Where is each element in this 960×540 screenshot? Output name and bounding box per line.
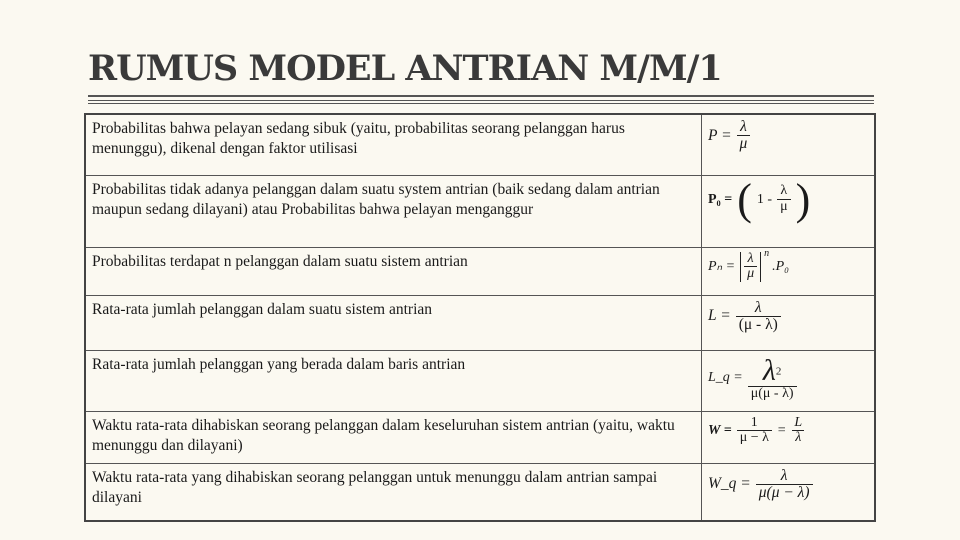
table-row	[85, 175, 875, 247]
formula-fraction	[748, 355, 797, 402]
left-paren: (	[737, 174, 752, 224]
formula-denominator: μ(μ − λ)	[756, 484, 813, 501]
formula-denominator: (μ - λ)	[736, 316, 781, 333]
formula-equals: =	[776, 422, 787, 438]
row-description: Rata-rata jumlah pelanggan yang berada dalam baris antrian	[85, 350, 702, 411]
formula-lhs: Pₙ =	[708, 258, 736, 274]
table-row	[85, 247, 875, 295]
formula-lhs: L =	[708, 307, 731, 325]
formula-bracket	[740, 247, 770, 282]
formula-utilization	[702, 114, 876, 175]
formula-term: 1 -	[756, 191, 773, 207]
table-row	[85, 350, 875, 411]
formula-l	[702, 295, 876, 350]
formula-fraction	[737, 416, 772, 446]
table-row	[85, 114, 875, 175]
formula-denominator-2: λ	[792, 430, 804, 446]
row-description: Waktu rata-rata dihabiskan seorang pelanggan dalam keseluruhan sistem antrian (yaitu, waktu menunggu dan dilayani)	[85, 411, 702, 463]
formula-wq	[702, 463, 876, 521]
formula-p0	[702, 175, 876, 247]
formula-denominator: μ − λ	[737, 430, 772, 446]
page-title: RUMUS MODEL ANTRIAN M/M/1	[88, 48, 722, 89]
formula-numerator: $\lambda^2$	[762, 353, 782, 387]
formula-fraction	[737, 119, 751, 153]
table-row	[85, 295, 875, 350]
row-description: Waktu rata-rata yang dihabiskan seorang pelanggan untuk menunggu dalam antrian sampai dilayani	[85, 463, 702, 521]
formula-fraction	[756, 468, 813, 502]
formula-numerator: λ	[780, 466, 788, 484]
formula-denominator: μ	[777, 199, 791, 215]
formula-w	[702, 411, 876, 463]
formula-numerator-2: L	[794, 414, 803, 430]
formula-exponent: 2	[775, 364, 782, 377]
formula-numerator: λ	[740, 118, 747, 135]
title-divider-thin	[88, 100, 874, 101]
formula-lq	[702, 350, 876, 411]
formula-numerator: λ	[780, 183, 788, 199]
title-divider-thin-2	[88, 103, 874, 104]
formula-exponent: n	[764, 247, 770, 259]
row-description: Probabilitas terdapat n pelanggan dalam suatu sistem antrian	[85, 247, 702, 295]
formula-lhs: P =	[708, 126, 732, 144]
formula-fraction	[777, 184, 791, 214]
row-description: Rata-rata jumlah pelanggan dalam suatu sistem antrian	[85, 295, 702, 350]
formula-pn	[702, 247, 876, 295]
formula-fraction	[736, 300, 781, 334]
table-row	[85, 463, 875, 521]
formula-denominator: μ(μ - λ)	[748, 386, 797, 402]
right-paren: )	[795, 174, 811, 224]
table-row	[85, 411, 875, 463]
formula-numerator: 1	[750, 414, 758, 430]
formula-lhs: L_q =	[708, 370, 743, 386]
formula-denominator: μ	[744, 266, 757, 282]
formula-tail: .P₀	[772, 258, 790, 274]
formula-lhs: W =	[708, 422, 732, 438]
formula-fraction-2	[791, 416, 805, 446]
row-description: Probabilitas tidak adanya pelanggan dalam suatu system antrian (baik sedang dalam antrian maupun sedang dilayani) atau Probabilitas bahwa pelayan menganggur	[85, 175, 702, 247]
formula-lhs: P₀ =	[708, 191, 733, 207]
formula-fraction	[744, 252, 757, 282]
formula-lhs: W_q =	[708, 475, 751, 493]
formula-table	[84, 113, 876, 522]
title-divider-thick	[88, 95, 874, 97]
formula-numerator: λ	[747, 250, 754, 266]
formula-denominator: μ	[737, 135, 751, 152]
row-description: Probabilitas bahwa pelayan sedang sibuk (yaitu, probabilitas seorang pelanggan harus menunggu), dikenal dengan faktor utilisasi	[85, 114, 702, 175]
formula-numerator: λ	[754, 298, 762, 316]
